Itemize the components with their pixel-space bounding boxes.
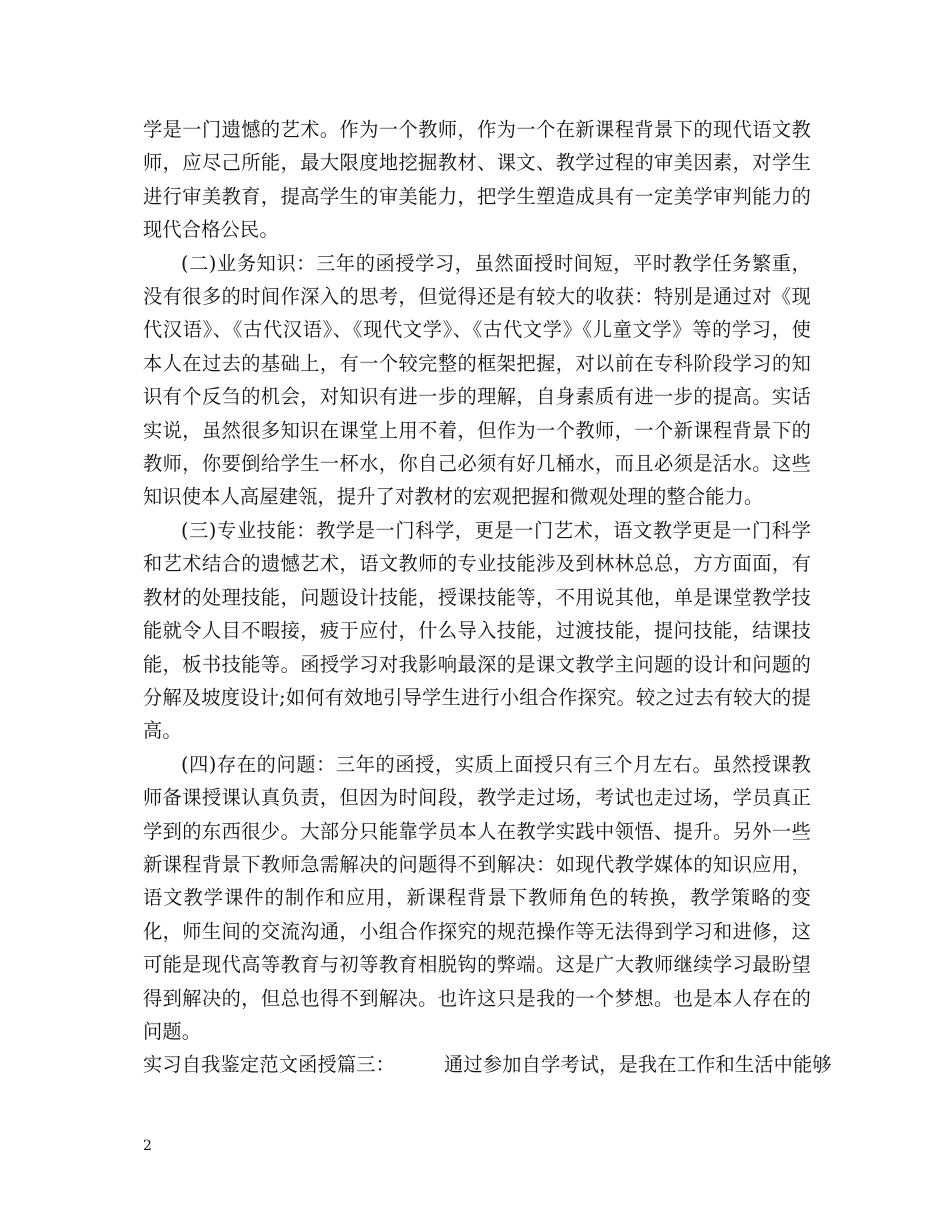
paragraph-aesthetics-continued: 学是一门遗憾的艺术。作为一个教师，作为一个在新课程背景下的现代语文教师，应尽己所能，最大限度地挖掘教材、课文、教学过程的审美因素，对学生进行审美教育，提高学生的审美能力，把学生塑造成具有一定美学审判能力的现代合格公民。 bbox=[143, 118, 811, 242]
section-three-start bbox=[143, 1048, 832, 1081]
section-heading: 实习自我鉴定范文函授篇三： bbox=[143, 1053, 396, 1077]
paragraph-professional-skills: (三)专业技能：教学是一门科学，更是一门艺术，语文教学更是一门科学和艺术结合的遗憾艺术，语文教师的专业技能涉及到林林总总，方方面面，有教材的处理技能，问题设计技能，授课技能等，不用说其他，单是课堂教学技能就令人目不暇接，疲于应付，什么导入技能，过渡技能，提问技能，结课技能，板书技能等。函授学习对我影响最深的是课文教学主问题的设计和问题的分解及坡度设计;如何有效地引导学生进行小组合作探究。较之过去有较大的提高。 bbox=[143, 518, 811, 743]
section-first-sentence: 通过参加自学考试，是我在工作和生活中能够 bbox=[444, 1053, 832, 1077]
page-number: 2 bbox=[143, 1138, 152, 1154]
paragraph-existing-problems: (四)存在的问题：三年的函授，实质上面授只有三个月左右。虽然授课教师备课授课认真负责，但因为时间段，教学走过场，考试也走过场，学员真正学到的东西很少。大部分只能靠学员本人在教学实践中领悟、提升。另外一些新课程背景下教师急需解决的问题得不到解决：如现代教学媒体的知识应用，语文教学课件的制作和应用，新课程背景下教师角色的转换，教学策略的变化，师生间的交流沟通，小组合作探究的规范操作等无法得到学习和进修，这可能是现代高等教育与初等教育相脱钩的弊端。这是广大教师继续学习最盼望得到解决的，但总也得不到解决。也许这只是我的一个梦想。也是本人存在的问题。 bbox=[143, 752, 811, 1043]
document-body bbox=[143, 113, 832, 1082]
paragraph-professional-knowledge: (二)业务知识：三年的函授学习，虽然面授时间短，平时教学任务繁重，没有很多的时间作深入的思考，但觉得还是有较大的收获：特别是通过对《现代汉语》、《古代汉语》、《现代文学》、《古代文学》《儿童文学》等的学习，使本人在过去的基础上，有一个较完整的框架把握，对以前在专科阶段学习的知识有个反刍的机会，对知识有进一步的理解，自身素质有进一步的提高。实话实说，虽然很多知识在课堂上用不着，但作为一个教师，一个新课程背景下的教师，你要倒给学生一杯水，你自己必须有好几桶水，而且必须是活水。这些知识使本人高屋建瓴，提升了对教材的宏观把握和微观处理的整合能力。 bbox=[143, 251, 811, 509]
